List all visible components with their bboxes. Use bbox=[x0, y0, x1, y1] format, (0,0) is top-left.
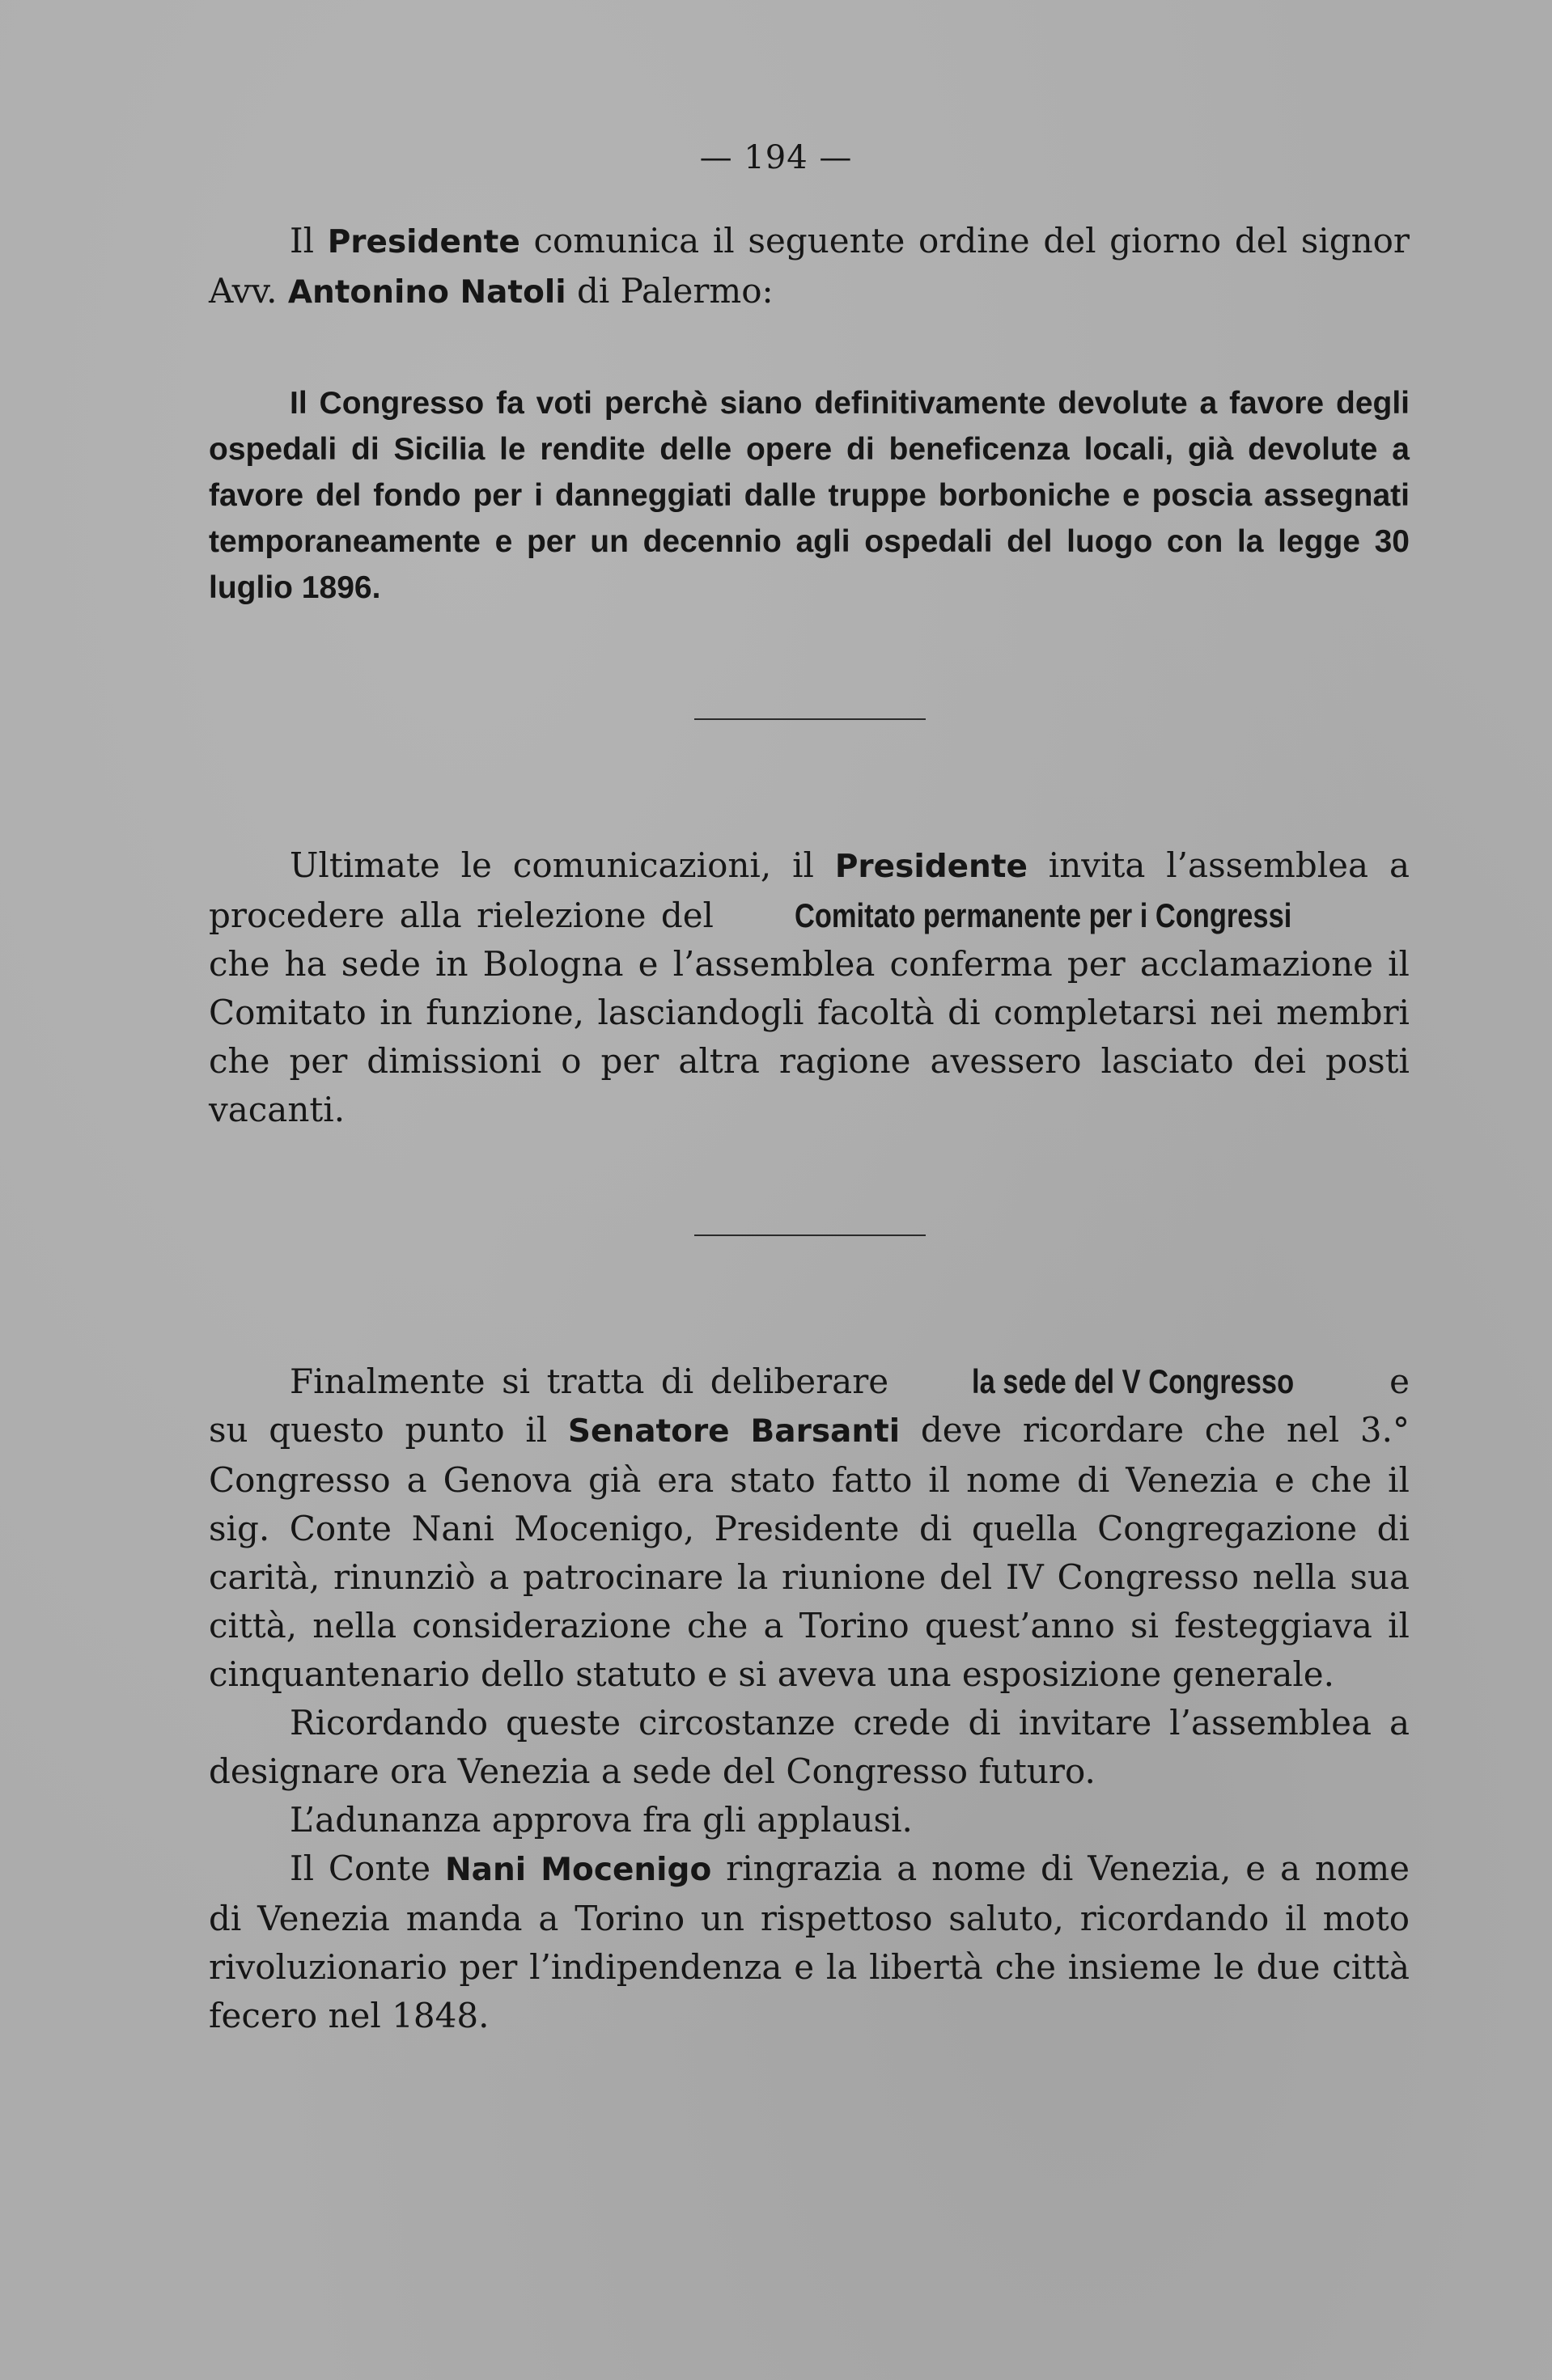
text-run: Il bbox=[290, 221, 328, 260]
text-run: Ultimate le comunicazioni, il bbox=[290, 845, 835, 885]
text-run: di Palermo: bbox=[566, 271, 774, 311]
comitato-section bbox=[209, 841, 1410, 1134]
paragraph-presidente-natoli bbox=[209, 217, 1410, 317]
emphasis-comitato: Comitato permanente per i Congressi bbox=[795, 896, 1292, 934]
paragraph-sede-congresso bbox=[209, 1357, 1410, 1699]
section-divider bbox=[694, 1234, 926, 1236]
text-run: comunica il seguente ordine del giorno del signor Avv. bbox=[209, 221, 1410, 311]
text-run: che ha sede in Bologna e l’assemblea conferma per acclamazione il Comitato in funzione, lasciandogli facoltà di completarsi nei membri che per dimissioni o per altra ragione avessero lasciato dei posti vacanti. bbox=[209, 944, 1410, 1129]
text-run: invita l’assemblea a procedere alla rielezione del bbox=[209, 845, 1410, 935]
text-run: Finalmente si tratta di deliberare bbox=[290, 1362, 905, 1401]
name-senatore-barsanti: Senatore Barsanti bbox=[567, 1413, 901, 1450]
page-number: — 194 — bbox=[699, 139, 853, 176]
paragraph-ricordando: Ricordando queste circostanze crede di invitare l’assemblea a designare ora Venezia a sede del Congresso futuro. bbox=[209, 1703, 1410, 1791]
name-antonino-natoli: Antonino Natoli bbox=[287, 274, 566, 311]
text-run: deve ricordare che nel 3.° Congresso a Genova già era stato fatto il nome di Venezia e che il sig. Conte Nani Mocenigo, Presidente di quella Congregazione di carità, rinunziò a patrocinare la riunione del IV Congresso nella sua città, nella considerazione che a Torino quest’anno si festeggiava il cinquantenario dello statuto e si aveva una esposizione generale. bbox=[209, 1410, 1410, 1694]
section-divider bbox=[694, 718, 926, 720]
text-run: ringrazia a nome di Venezia, e a nome di Venezia manda a Torino un rispettoso saluto, ricordando il moto rivoluzionario per l’indipendenza e la libertà che insieme le due città fecero nel 1848. bbox=[209, 1849, 1410, 2035]
name-presidente: Presidente bbox=[327, 224, 520, 260]
paragraph-adunanza: L’adunanza approva fra gli applausi. bbox=[290, 1800, 913, 1840]
paragraph-mocenigo bbox=[209, 1844, 1410, 2040]
paragraph-comitato bbox=[209, 841, 1410, 1134]
intro-paragraph bbox=[209, 217, 1410, 317]
name-presidente: Presidente bbox=[834, 849, 1028, 885]
name-nani-mocenigo: Nani Mocenigo bbox=[445, 1852, 712, 1888]
text-run: e su questo punto il bbox=[209, 1362, 1410, 1450]
text-run: Il Conte bbox=[290, 1849, 446, 1888]
congresso-section bbox=[209, 1357, 1410, 2040]
motion-text: Il Congresso fa voti perchè siano definitivamente devolute a favore degli ospedali di Sicilia le rendite delle opere di beneficenza locali, già devolute a favore del fondo per i danneggiati dalle truppe borboniche e poscia assegnati temporaneamente e per un decennio agli ospedali del luogo con la legge 30 luglio 1896. bbox=[209, 386, 1410, 605]
emphasis-sede: la sede del V Congresso bbox=[971, 1362, 1294, 1400]
